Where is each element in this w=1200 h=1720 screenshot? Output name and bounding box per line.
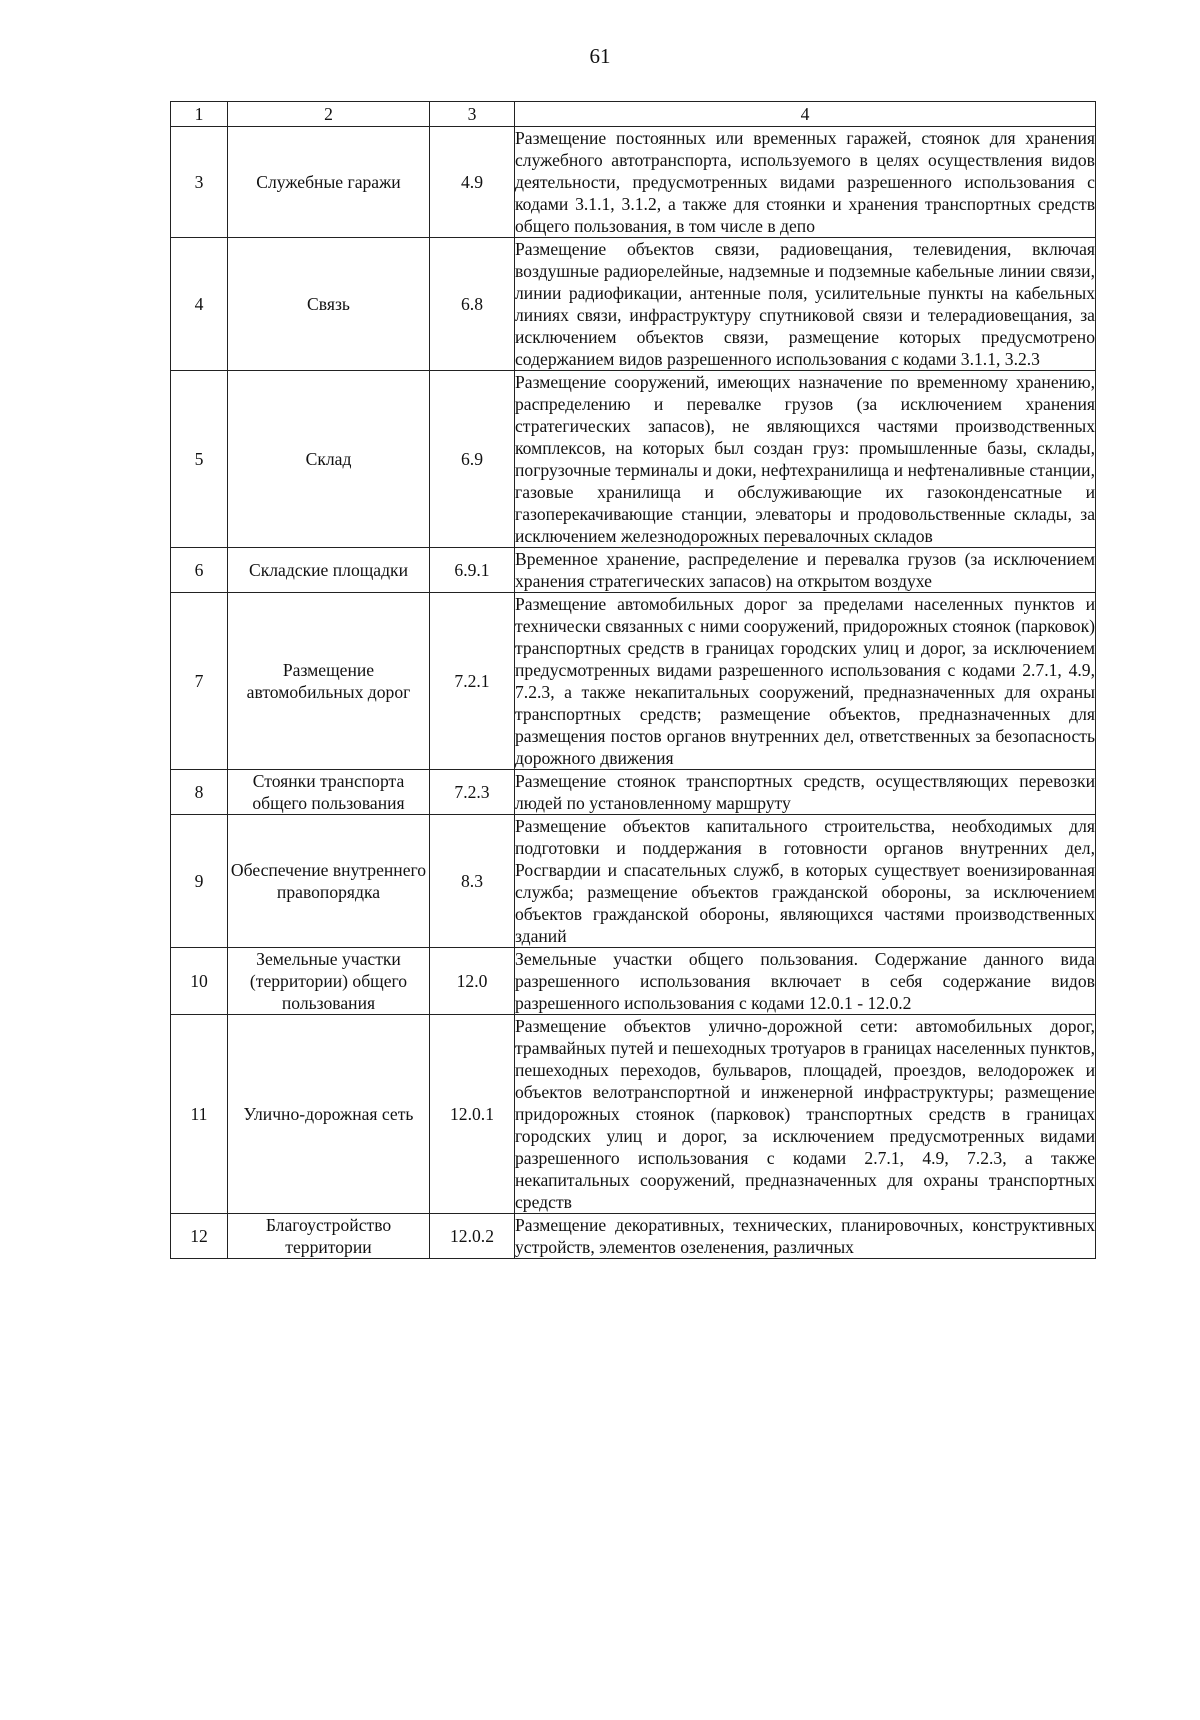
description-text: Земельные участки общего пользования. Содержание данного вида разрешенного использования включает в себя содержание видов разрешенного использования с кодами 12.0.1 - 12.0.2 xyxy=(515,949,1095,1013)
use-type-description xyxy=(515,770,1096,815)
use-type-code: 6.9.1 xyxy=(430,548,515,593)
use-type-description xyxy=(515,948,1096,1015)
description-text: Размещение объектов капитального строительства, необходимых для подготовки и поддержания в готовности органов внутренних дел, Росгвардии и спасательных служб, в которых существует военизированная служба; размещение объектов гражданской обороны, за исключением объектов гражданской обороны, являющихся частями производственных зданий xyxy=(515,816,1095,946)
column-header: 3 xyxy=(430,102,515,127)
table-header-row xyxy=(171,102,1096,127)
use-type-description xyxy=(515,1214,1096,1259)
table-row xyxy=(171,127,1096,238)
use-type-description xyxy=(515,371,1096,548)
use-type-name: Улично-дорожная сеть xyxy=(228,1015,430,1214)
table-row xyxy=(171,815,1096,948)
use-type-description xyxy=(515,815,1096,948)
table-row xyxy=(171,593,1096,770)
row-number: 8 xyxy=(171,770,228,815)
column-header: 4 xyxy=(515,102,1096,127)
row-number: 7 xyxy=(171,593,228,770)
description-text: Временное хранение, распределение и перевалка грузов (за исключением хранения стратегических запасов) на открытом воздухе xyxy=(515,549,1095,591)
use-type-code: 4.9 xyxy=(430,127,515,238)
row-number: 6 xyxy=(171,548,228,593)
use-type-code: 7.2.1 xyxy=(430,593,515,770)
use-type-name: Размещение автомобильных дорог xyxy=(228,593,430,770)
column-header: 2 xyxy=(228,102,430,127)
use-type-name: Склад xyxy=(228,371,430,548)
use-type-description xyxy=(515,238,1096,371)
column-header: 1 xyxy=(171,102,228,127)
table-row xyxy=(171,238,1096,371)
description-text: Размещение автомобильных дорог за пределами населенных пунктов и технически связанных с ними сооружений, придорожных стоянок (парковок) транспортных средств в границах городских улиц и дорог, за исключением предусмотренных видами разрешенного использования с кодами 2.7.1, 4.9, 7.2.3, а также некапитальных сооружений, предназначенных для охраны транспортных средств; размещение объектов, предназначенных для размещения постов органов внутренних дел, ответственных за безопасность дорожного движения xyxy=(515,594,1095,768)
use-type-name: Связь xyxy=(228,238,430,371)
use-type-code: 12.0.1 xyxy=(430,1015,515,1214)
table-row xyxy=(171,548,1096,593)
description-text: Размещение сооружений, имеющих назначение по временному хранению, распределению и перевалке грузов (за исключением хранения стратегических запасов), не являющихся частями производственных комплексов, на которых был создан груз: промышленные базы, склады, погрузочные терминалы и доки, нефтехранилища и нефтеналивные станции, газовые хранилища и обслуживающие их газоконденсатные и газоперекачивающие станции, элеваторы и продовольственные склады, за исключением железнодорожных перевалочных складов xyxy=(515,372,1095,546)
use-type-code: 12.0.2 xyxy=(430,1214,515,1259)
row-number: 4 xyxy=(171,238,228,371)
use-type-name: Земельные участки (территории) общего пользования xyxy=(228,948,430,1015)
table-row xyxy=(171,1015,1096,1214)
table-row xyxy=(171,371,1096,548)
table-row xyxy=(171,948,1096,1015)
use-type-code: 8.3 xyxy=(430,815,515,948)
row-number: 5 xyxy=(171,371,228,548)
use-type-name: Обеспечение внутреннего правопорядка xyxy=(228,815,430,948)
land-use-table xyxy=(170,101,1096,1259)
description-text: Размещение стоянок транспортных средств, осуществляющих перевозки людей по установленному маршруту xyxy=(515,771,1095,813)
table-row xyxy=(171,770,1096,815)
use-type-description xyxy=(515,1015,1096,1214)
row-number: 12 xyxy=(171,1214,228,1259)
use-type-name: Стоянки транспорта общего пользования xyxy=(228,770,430,815)
row-number: 10 xyxy=(171,948,228,1015)
use-type-description xyxy=(515,548,1096,593)
use-type-code: 6.8 xyxy=(430,238,515,371)
use-type-description xyxy=(515,127,1096,238)
description-text: Размещение постоянных или временных гаражей, стоянок для хранения служебного автотранспорта, используемого в целях осуществления видов деятельности, предусмотренных видами разрешенного использования с кодами 3.1.1, 3.1.2, а также для стоянки и хранения транспортных средств общего пользования, в том числе в депо xyxy=(515,128,1095,236)
description-text: Размещение объектов связи, радиовещания, телевидения, включая воздушные радиорелейные, надземные и подземные кабельные линии связи, линии радиофикации, антенные поля, усилительные пункты на кабельных линиях связи, инфраструктуру спутниковой связи и телерадиовещания, за исключением объектов связи, размещение которых предусмотрено содержанием видов разрешенного использования с кодами 3.1.1, 3.2.3 xyxy=(515,239,1095,369)
description-text: Размещение объектов улично-дорожной сети: автомобильных дорог, трамвайных путей и пешеходных тротуаров в границах населенных пунктов, пешеходных переходов, бульваров, площадей, проездов, велодорожек и объектов велотранспортной и инженерной инфраструктуры; размещение придорожных стоянок (парковок) транспортных средств в границах городских улиц и дорог, за исключением предусмотренных видами разрешенного использования с кодами 2.7.1, 4.9, 7.2.3, а также некапитальных сооружений, предназначенных для охраны транспортных средств xyxy=(515,1016,1095,1212)
use-type-code: 12.0 xyxy=(430,948,515,1015)
row-number: 3 xyxy=(171,127,228,238)
use-type-code: 7.2.3 xyxy=(430,770,515,815)
use-type-name: Служебные гаражи xyxy=(228,127,430,238)
use-type-code: 6.9 xyxy=(430,371,515,548)
page-number: 61 xyxy=(589,44,611,68)
row-number: 11 xyxy=(171,1015,228,1214)
table-row xyxy=(171,1214,1096,1259)
description-text: Размещение декоративных, технических, планировочных, конструктивных устройств, элементов озеленения, различных xyxy=(515,1215,1095,1257)
use-type-name: Складские площадки xyxy=(228,548,430,593)
row-number: 9 xyxy=(171,815,228,948)
use-type-description xyxy=(515,593,1096,770)
use-type-name: Благоустройство территории xyxy=(228,1214,430,1259)
